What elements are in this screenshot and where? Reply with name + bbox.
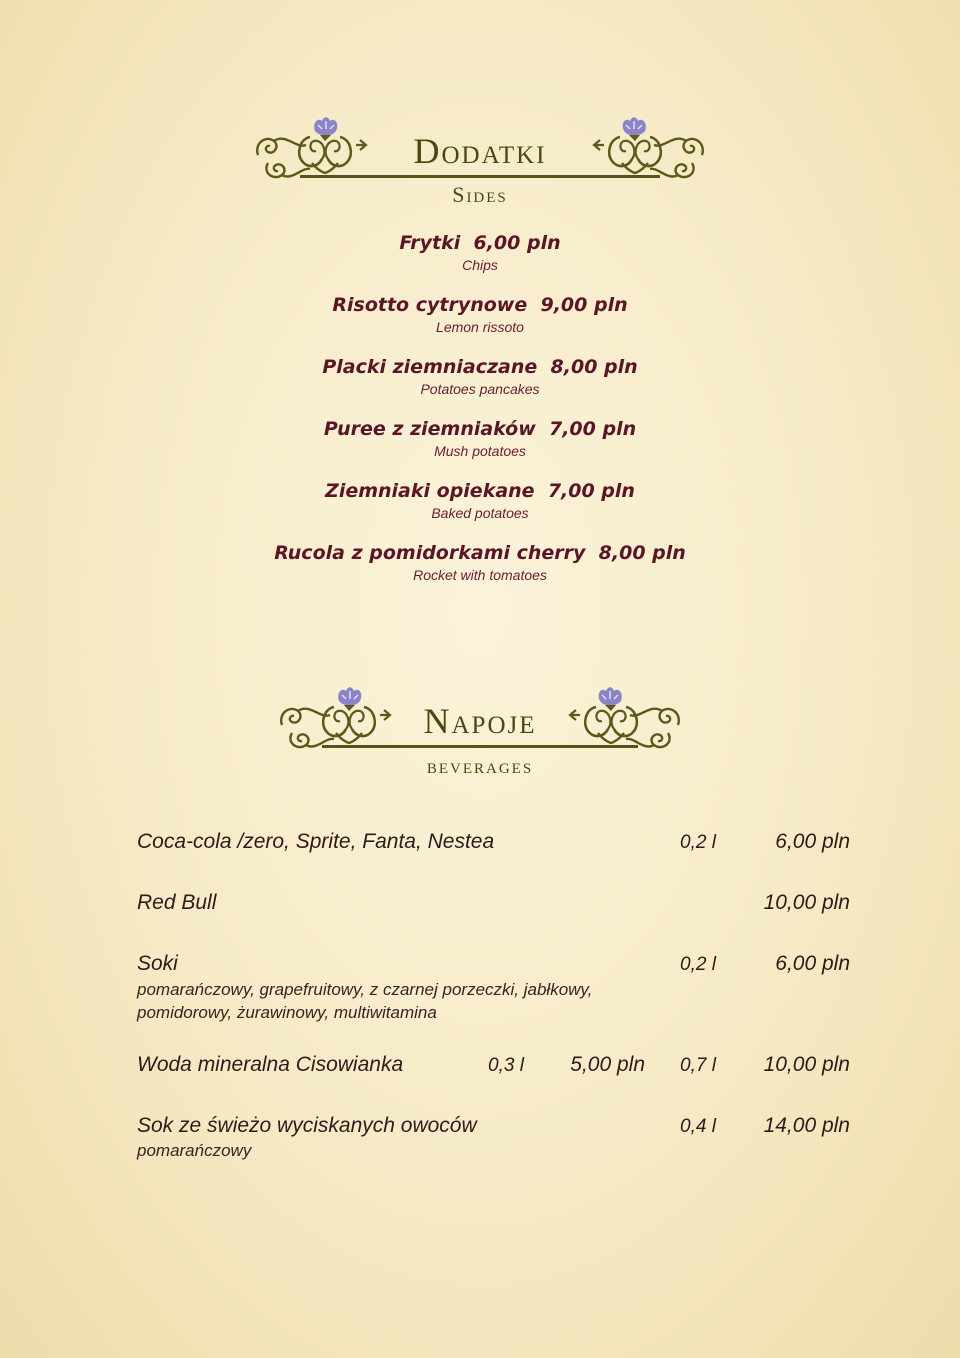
- beverage-price: 10,00 pln: [763, 1053, 850, 1076]
- beverage-description: pomarańczowy: [137, 1141, 252, 1160]
- side-item-price: 8,00 pln: [598, 542, 686, 564]
- beverages-divider: [322, 745, 638, 748]
- side-item-english: Potatoes pancakes: [420, 381, 540, 397]
- side-item: [0, 542, 960, 583]
- side-item-price: 7,00 pln: [548, 418, 637, 440]
- side-item: [0, 480, 960, 521]
- beverage-volume: 0,2 l: [680, 832, 716, 853]
- beverage-volume: 0,2 l: [680, 954, 716, 975]
- side-item-name: Puree z ziemniaków: [323, 418, 536, 440]
- side-item-name: Placki ziemniaczane: [322, 356, 538, 378]
- beverage-name: Sok ze świeżo wyciskanych owoców: [137, 1114, 477, 1137]
- side-item: [0, 418, 960, 459]
- side-item-price: 7,00 pln: [547, 480, 635, 502]
- beverage-name: Woda mineralna Cisowianka: [137, 1053, 404, 1076]
- side-item-price: 6,00 pln: [473, 232, 561, 254]
- sides-divider: [300, 175, 660, 178]
- side-item-english: Baked potatoes: [431, 505, 529, 521]
- side-item: [0, 356, 960, 397]
- beverage-volume: 0,4 l: [680, 1116, 716, 1137]
- beverage-price: 6,00 pln: [775, 952, 850, 975]
- side-item-name: Ziemniaki opiekane: [325, 480, 535, 502]
- beverage-description: pomidorowy, żurawinowy, multiwitamina: [137, 1003, 437, 1022]
- side-item-english: Chips: [462, 257, 498, 273]
- sides-title: Dodatki: [413, 131, 547, 171]
- beverages-subtitle: beverages: [426, 753, 534, 778]
- beverage-volume: 0,7 l: [680, 1055, 716, 1076]
- beverage-name: Soki: [137, 952, 178, 975]
- sides-subtitle: Sides: [452, 182, 508, 207]
- side-item-english: Mush potatoes: [434, 443, 526, 459]
- beverage-description: pomarańczowy, grapefruitowy, z czarnej porzeczki, jabłkowy,: [137, 980, 593, 999]
- side-item: [0, 294, 960, 335]
- beverage-price: 10,00 pln: [763, 891, 850, 914]
- side-item-english: Lemon rissoto: [436, 319, 524, 335]
- side-item-name: Frytki: [399, 232, 461, 254]
- side-item-price: 8,00 pln: [550, 356, 638, 378]
- side-item-price: 9,00 pln: [540, 294, 628, 316]
- beverage-name: Red Bull: [137, 891, 217, 914]
- beverage-price-small: 5,00 pln: [570, 1053, 645, 1076]
- beverage-price: 6,00 pln: [775, 830, 850, 853]
- beverage-volume-small: 0,3 l: [488, 1055, 524, 1076]
- beverage-name: Coca-cola /zero, Sprite, Fanta, Nestea: [137, 830, 495, 853]
- beverage-price: 14,00 pln: [763, 1114, 850, 1137]
- side-item-name: Risotto cytrynowe: [332, 294, 528, 316]
- side-item-english: Rocket with tomatoes: [413, 567, 547, 583]
- side-item-name: Rucola z pomidorkami cherry: [274, 542, 586, 564]
- side-item: [0, 232, 960, 273]
- beverages-title: Napoje: [423, 701, 537, 741]
